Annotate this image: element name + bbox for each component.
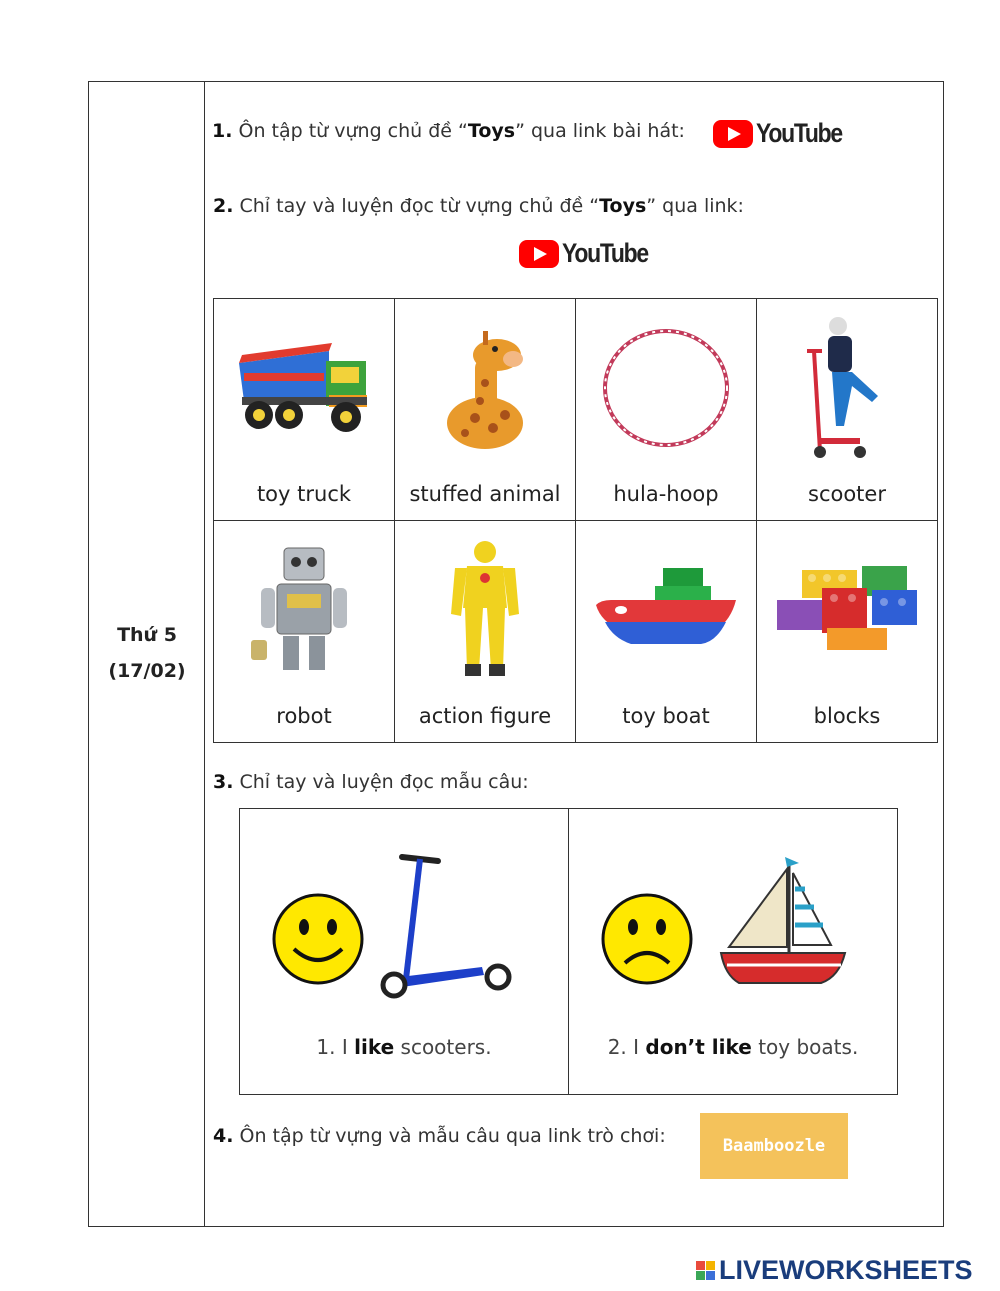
day-column <box>89 82 205 1226</box>
item-3-text: Chỉ tay và luyện đọc mẫu câu: <box>233 771 529 793</box>
sentence-pattern-box <box>239 808 898 1095</box>
item-2-text: Chỉ tay và luyện đọc từ vựng chủ đề “ <box>233 195 600 217</box>
liveworksheets-icon <box>696 1261 715 1280</box>
vocab-card-hula-hoop <box>576 299 757 521</box>
item-3-number: 3. <box>213 771 234 793</box>
item-4-number: 4. <box>213 1125 234 1147</box>
youtube-link-1[interactable] <box>713 118 857 149</box>
stuffed-giraffe-image <box>395 313 575 463</box>
blocks-image <box>757 535 937 685</box>
liveworksheets-brand: LIVEWORKSHEETS <box>719 1255 973 1285</box>
item-1-text-end: ” qua link bài hát: <box>515 120 685 142</box>
scooter-kid-image <box>757 313 937 463</box>
action-figure-image <box>395 535 575 685</box>
vocab-card-robot <box>214 521 395 743</box>
vocab-card-stuffed-animal <box>395 299 576 521</box>
sentence-like-card <box>240 809 568 1094</box>
youtube-play-icon <box>519 240 559 268</box>
robot-image <box>214 535 394 685</box>
vocab-label: robot <box>276 704 332 728</box>
vocab-label: toy boat <box>622 704 710 728</box>
vocab-label: toy truck <box>256 482 352 506</box>
item-2-text-end: ” qua link: <box>646 195 744 217</box>
item-3 <box>213 771 529 793</box>
vocab-card-toy-truck <box>214 299 395 521</box>
liveworksheets-logo[interactable] <box>696 1255 973 1286</box>
toy-truck-image <box>214 313 394 463</box>
item-1-number: 1. <box>212 120 233 142</box>
youtube-play-icon <box>713 120 753 148</box>
item-4 <box>213 1125 666 1147</box>
toy-boat-image <box>576 535 756 685</box>
item-2-topic: Toys <box>599 195 647 217</box>
baamboozle-link[interactable]: Baamboozle <box>700 1113 848 1179</box>
youtube-label: YouTube <box>756 118 842 148</box>
vocab-label: hula-hoop <box>613 482 719 506</box>
vocab-label: stuffed animal <box>409 482 561 506</box>
vocab-label: blocks <box>813 704 881 728</box>
happy-face-scooter-image <box>270 849 530 1009</box>
hula-hoop-image <box>576 313 756 463</box>
youtube-label: YouTube <box>562 238 648 268</box>
sentence-like: 1. I like scooters. <box>316 1035 492 1059</box>
vocab-card-action-figure <box>395 521 576 743</box>
sentence-dislike-card <box>568 809 897 1094</box>
vocab-card-scooter <box>757 299 938 521</box>
item-1-topic: Toys <box>467 120 516 142</box>
vocab-label: action figure <box>418 704 552 728</box>
day-date: (17/02) <box>108 660 186 682</box>
youtube-link-2[interactable] <box>519 238 663 269</box>
item-2-number: 2. <box>213 195 234 217</box>
vocab-card-blocks <box>757 521 938 743</box>
sentence-dislike: 2. I don’t like toy boats. <box>607 1035 859 1059</box>
item-4-text: Ôn tập từ vựng và mẫu câu qua link trò chơi: <box>233 1125 666 1147</box>
sad-face-boat-image <box>599 849 859 1009</box>
item-2 <box>213 195 744 217</box>
vocab-card-toy-boat <box>576 521 757 743</box>
item-1-text: Ôn tập từ vựng chủ đề “ <box>232 120 468 142</box>
vocab-grid <box>213 298 938 743</box>
day-label: Thứ 5 <box>117 624 177 646</box>
vocab-label: scooter <box>808 482 886 506</box>
item-1 <box>212 120 685 142</box>
